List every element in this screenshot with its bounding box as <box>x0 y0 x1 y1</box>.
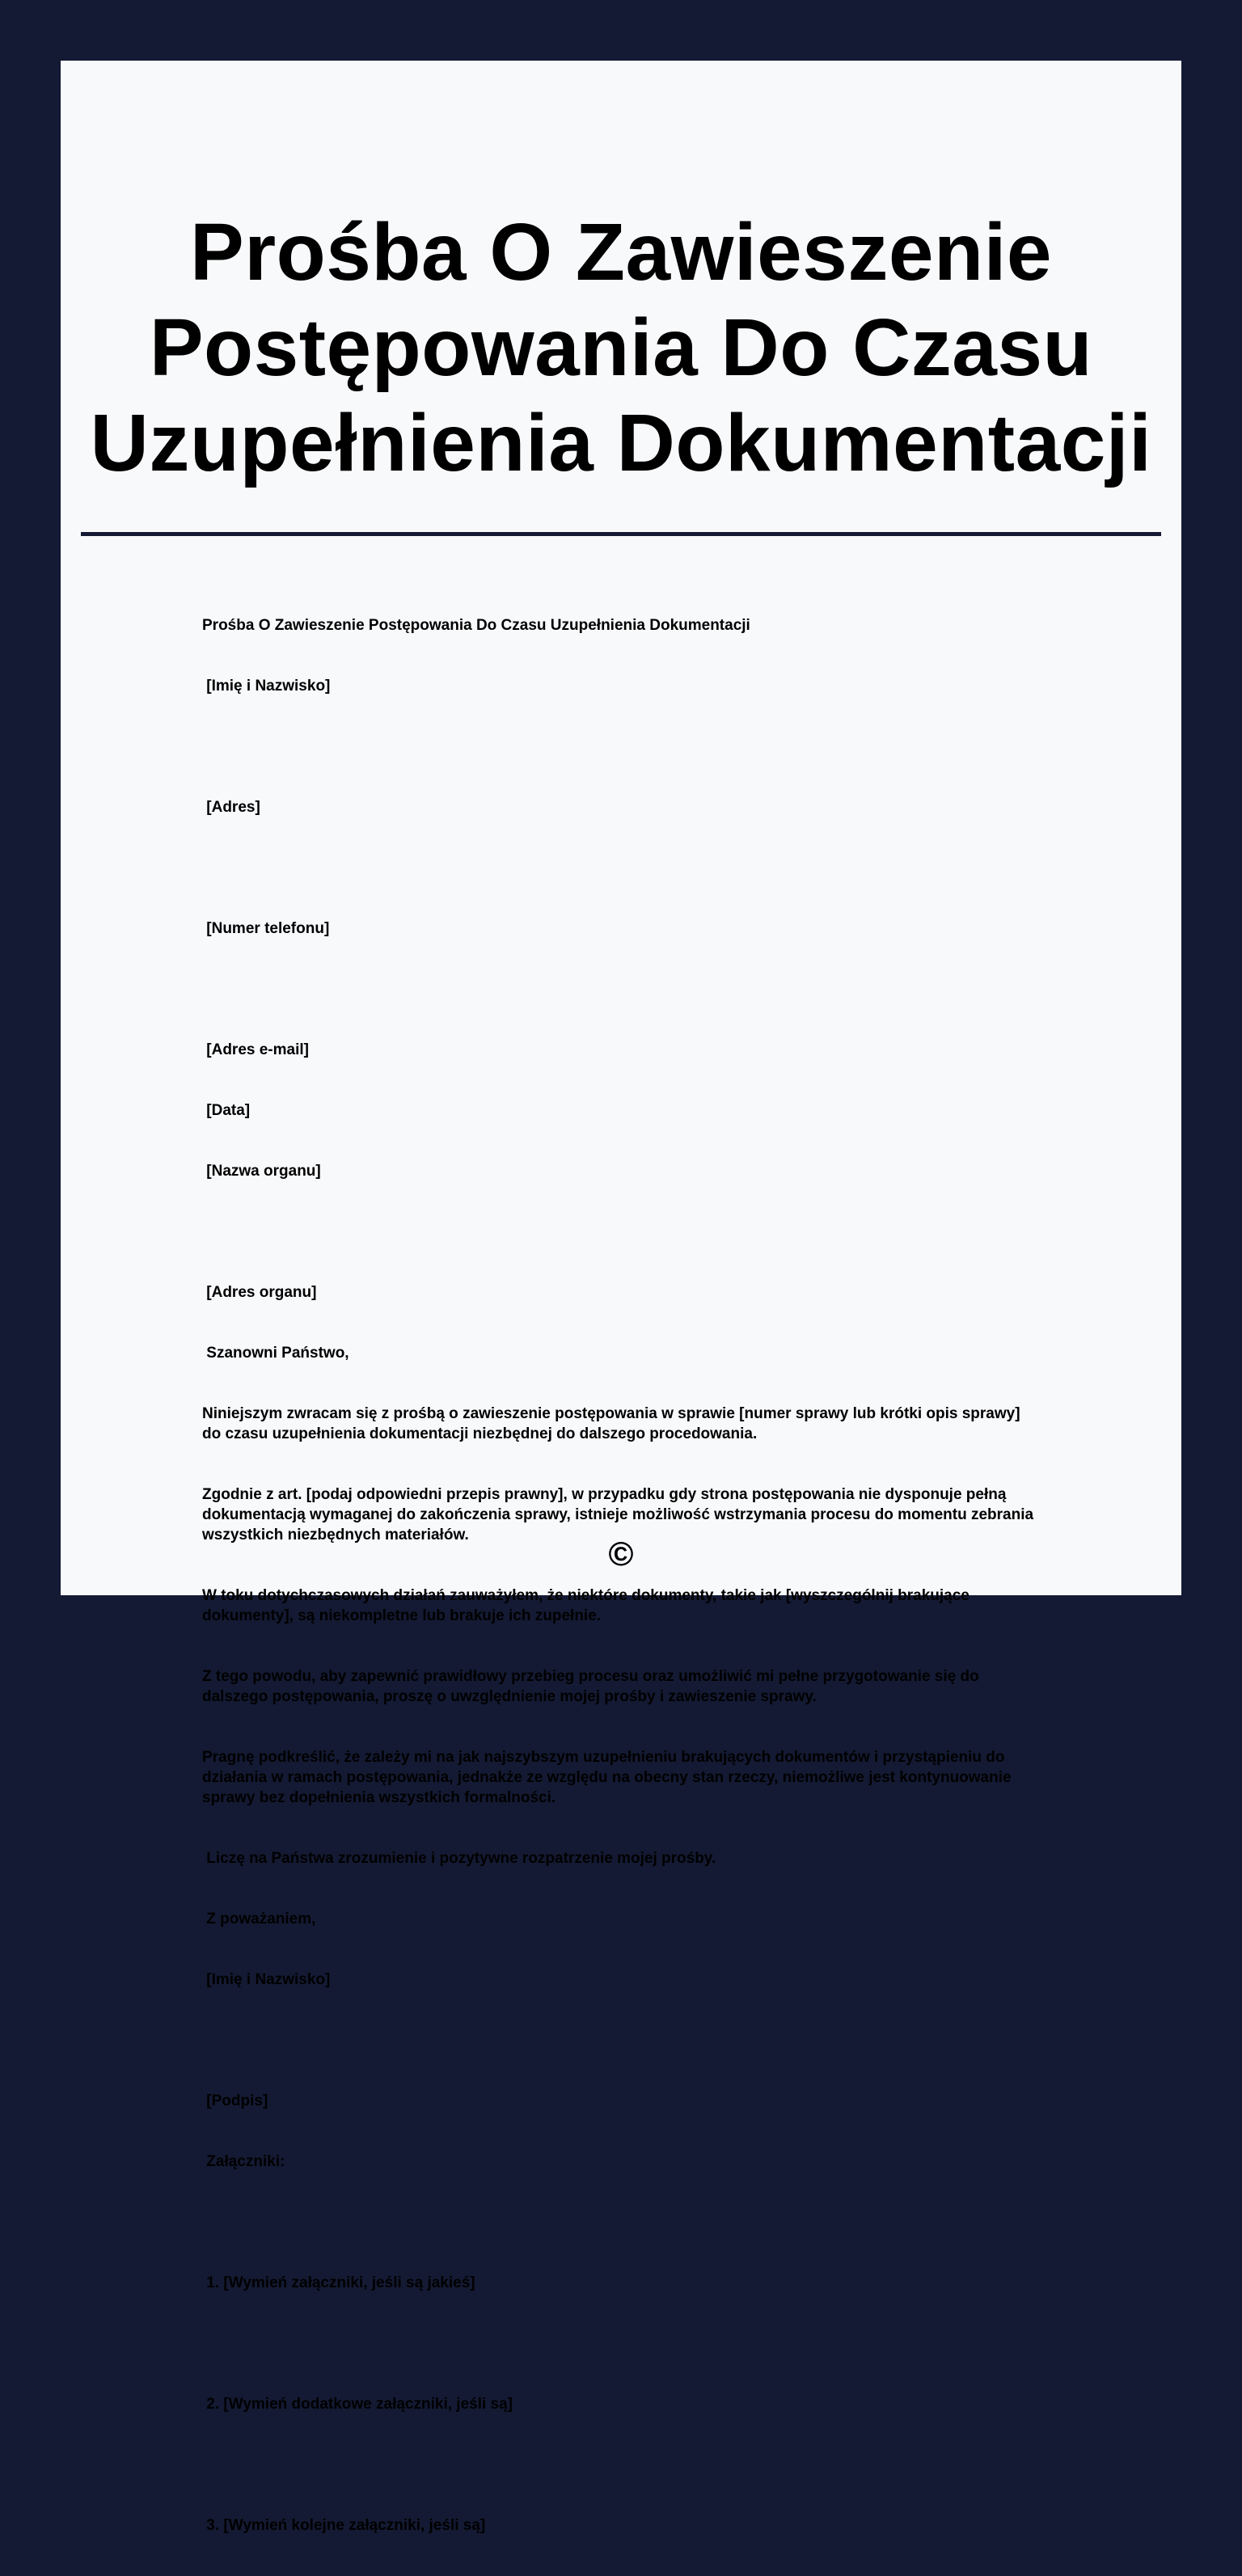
signature-placeholder: [Podpis] <box>202 2092 268 2109</box>
title-line: Postępowania Do Czasu <box>149 302 1093 393</box>
blank-line <box>202 1222 1043 1242</box>
attachment-item: 2. [Wymień dodatkowe załączniki, jeśli są] <box>202 2396 513 2413</box>
attachments-heading: Załączniki: <box>202 2153 285 2170</box>
title-line: Uzupełnienia Dokumentacji <box>90 398 1152 488</box>
attachment-item: 1. [Wymień załączniki, jeśli są jakieś] <box>202 2274 475 2291</box>
body-paragraph: Z tego powodu, aby zapewnić prawidłowy przebieg procesu oraz umożliwić mi pełne przygotowanie się do dalszego postępowania, proszę o uwzględnienie mojej prośby i zawieszenie sprawy. <box>202 1668 983 1705</box>
sender-name: [Imię i Nazwisko] <box>202 678 331 695</box>
body-paragraph: Niniejszym zwracam się z prośbą o zawieszenie postępowania w sprawie [numer sprawy lub krótki opis sprawy] do czasu uzupełnienia dokumentacji niezbędnej do dalszego procedowania. <box>202 1405 1024 1442</box>
title-divider <box>81 532 1161 536</box>
blank-line <box>202 858 1043 878</box>
sender-email: [Adres e-mail] <box>202 1041 309 1058</box>
blank-line <box>202 2333 1043 2354</box>
letter-date: [Data] <box>202 1102 251 1119</box>
sender-phone: [Numer telefonu] <box>202 920 330 937</box>
blank-line <box>202 2030 1043 2050</box>
body-paragraph: Pragnę podkreślić, że zależy mi na jak najszybszym uzupełnieniu brakujących dokumentów i przystąpieniu do działania w ramach postępowania, jednakże ze względu na obecny stan rzeczy, niemożliwe jest kontynuowanie sprawy bez dopełnienia wszystkich formalności. <box>202 1749 1016 1806</box>
copyright-icon: © <box>608 1535 634 1573</box>
document-page <box>61 61 1181 2534</box>
title-line: Prośba O Zawieszenie <box>190 207 1052 298</box>
document-title <box>61 205 1181 491</box>
blank-line <box>202 2212 1043 2232</box>
body-paragraph: W toku dotychczasowych działań zauważyłem, że niektóre dokumenty, takie jak [wyszczególnij brakujące dokumenty], są niekompletne lub brakuje ich zupełnie. <box>202 1587 974 1624</box>
signer-name: [Imię i Nazwisko] <box>202 1971 331 1988</box>
sender-address: [Adres] <box>202 799 260 816</box>
letter-body <box>202 575 1043 2576</box>
blank-line <box>202 979 1043 999</box>
closing-paragraph: Liczę na Państwa zrozumienie i pozytywne rozpatrzenie mojej prośby. <box>202 1850 716 1867</box>
body-paragraph: Zgodnie z art. [podaj odpowiedni przepis prawny], w przypadku gdy strona postępowania nie dysponuje pełną dokumentacją wymaganej do zakończenia sprawy, istnieje możliwość wstrzymania procesu do momentu zebrania wszystkich niezbędnych materiałów. <box>202 1486 1038 1543</box>
complimentary-close: Z poważaniem, <box>202 1911 316 1928</box>
attachment-item: 3. [Wymień kolejne załączniki, jeśli są] <box>202 2517 486 2534</box>
recipient-address: [Adres organu] <box>202 1284 317 1301</box>
letter-heading: Prośba O Zawieszenie Postępowania Do Czasu Uzupełnienia Dokumentacji <box>202 617 750 634</box>
blank-line <box>202 737 1043 757</box>
recipient-name: [Nazwa organu] <box>202 1163 321 1180</box>
blank-line <box>202 2455 1043 2475</box>
salutation: Szanowni Państwo, <box>202 1345 349 1362</box>
